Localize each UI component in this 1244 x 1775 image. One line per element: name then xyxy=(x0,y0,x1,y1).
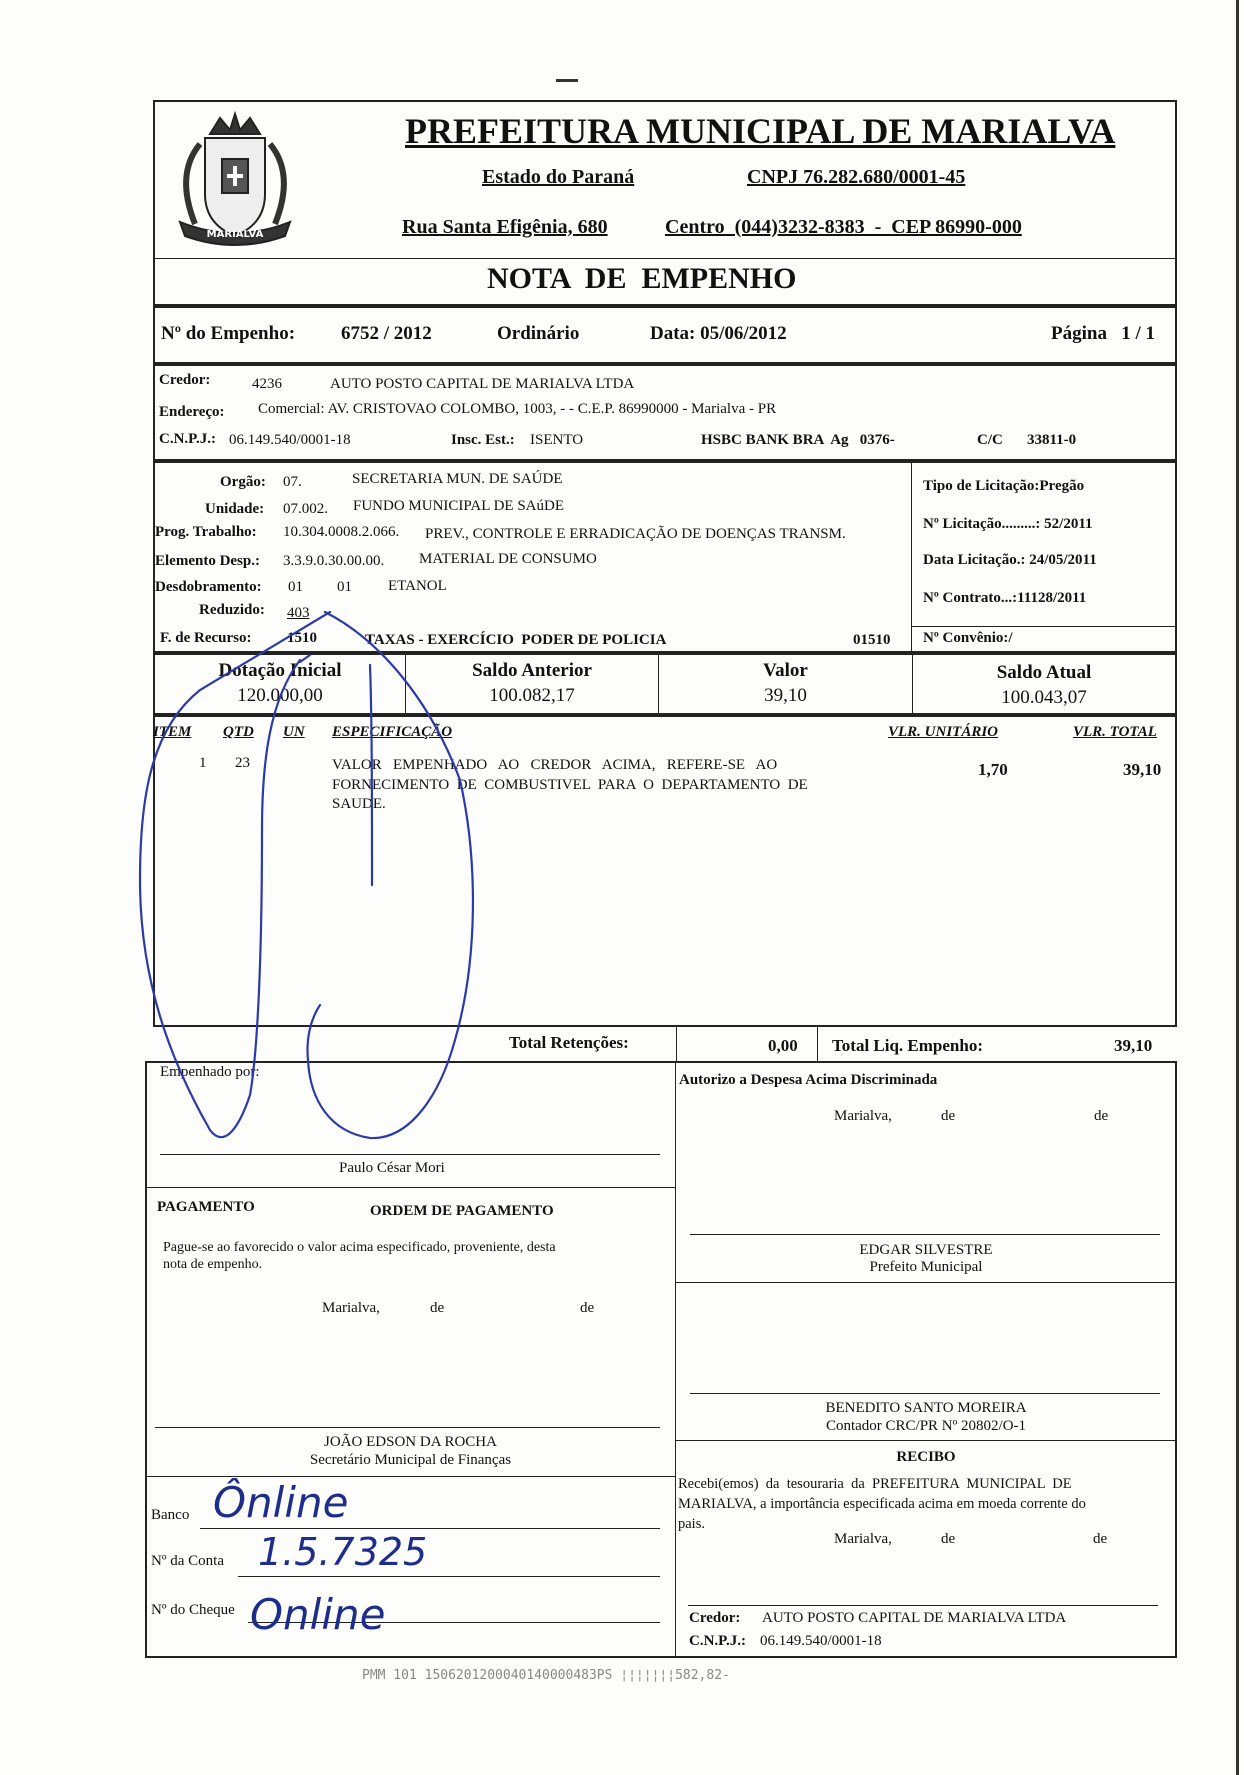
footer-code: PMM 101 1506201200040140000483PS ¦¦¦¦¦¦¦582,82- xyxy=(362,1668,730,1683)
handwritten-cheque: Online xyxy=(250,1590,386,1639)
row-spec-line3: SAUDE. xyxy=(332,796,386,812)
autorizo-label: Autorizo a Despesa Acima Discriminada xyxy=(679,1072,938,1088)
prefeito-name: EDGAR SILVESTRE xyxy=(859,1242,993,1258)
banco-label: Banco xyxy=(151,1507,190,1523)
pagamento-label: PAGAMENTO xyxy=(157,1199,255,1215)
recibo-credor-name: AUTO POSTO CAPITAL DE MARIALVA LTDA xyxy=(762,1610,1067,1626)
row-qtd: 23 xyxy=(235,755,250,771)
handwritten-conta: 1.5.7325 xyxy=(258,1530,428,1574)
empenho-label: Nº do Empenho: xyxy=(161,323,296,344)
recibo-text-line2: MARIALVA, a importância especificada acima em moeda corrente do xyxy=(678,1496,1086,1512)
credor-cnpj-label: C.N.P.J.: xyxy=(159,431,216,447)
recibo-title: RECIBO xyxy=(896,1449,956,1465)
credor-address: Comercial: AV. CRISTOVAO COLOMBO, 1003, - - C.E.P. 86990000 - Marialva - PR xyxy=(258,401,777,417)
recibo-de2: de xyxy=(1093,1531,1108,1547)
valor-value: 39,10 xyxy=(764,685,807,706)
pagamento-text-line1: Pague-se ao favorecido o valor acima especificado, proveniente, desta xyxy=(163,1240,556,1255)
licitacao-tipo: Tipo de Licitação:Pregão xyxy=(923,478,1085,494)
col-unit: VLR. UNITÁRIO xyxy=(888,724,999,740)
header-contact: Centro (044)3232-8383 - CEP 86990-000 xyxy=(665,216,1022,238)
empenhado-name: Paulo César Mori xyxy=(339,1160,445,1176)
autorizo-de2: de xyxy=(1094,1108,1109,1124)
col-un: UN xyxy=(283,724,305,740)
credor-code: 4236 xyxy=(252,376,282,392)
recibo-text-line1: Recebi(emos) da tesouraria da PREFEITURA MUNICIPAL DE xyxy=(678,1476,1072,1492)
svg-text:MARIALVA: MARIALVA xyxy=(206,229,264,240)
retencoes-label: Total Retenções: xyxy=(509,1033,629,1052)
recibo-city: Marialva, xyxy=(834,1531,892,1547)
licitacao-numero: Nº Licitação.........: 52/2011 xyxy=(923,516,1093,532)
liquido-value: 39,10 xyxy=(1114,1036,1153,1055)
unidade-name: FUNDO MUNICIPAL DE SAúDE xyxy=(353,498,564,514)
row-spec-line1: VALOR EMPENHADO AO CREDOR ACIMA, REFERE-SE AO xyxy=(332,757,778,773)
recurso-code: 1510 xyxy=(287,630,317,646)
handwritten-banco: Ônline xyxy=(213,1478,349,1527)
unidade-code: 07.002. xyxy=(283,501,328,517)
desdob-code2: 01 xyxy=(337,579,352,595)
elemento-label: Elemento Desp.: xyxy=(155,553,260,569)
header-cnpj: CNPJ 76.282.680/0001-45 xyxy=(747,166,966,188)
credor-name: AUTO POSTO CAPITAL DE MARIALVA LTDA xyxy=(330,376,635,392)
prog-code: 10.304.0008.2.066. xyxy=(283,524,400,540)
page-number: Página 1 / 1 xyxy=(1051,323,1155,344)
col-total: VLR. TOTAL xyxy=(1073,724,1157,740)
doc-title: NOTA DE EMPENHO xyxy=(487,262,797,295)
contador-title: Contador CRC/PR Nº 20802/O-1 xyxy=(825,1418,1027,1434)
dotacao-value: 120.000,00 xyxy=(237,685,323,706)
recibo-de1: de xyxy=(941,1531,956,1547)
credor-label: Credor: xyxy=(159,372,211,388)
desdob-code1: 01 xyxy=(288,579,303,595)
col-item: ITEM xyxy=(153,724,192,740)
cc-value: 33811-0 xyxy=(1027,432,1077,448)
recibo-credor-label: Credor: xyxy=(689,1610,741,1626)
cc-label: C/C xyxy=(977,432,1003,448)
reduzido-label: Reduzido: xyxy=(199,602,265,618)
recurso-name: TAXAS - EXERCÍCIO PODER DE POLICIA xyxy=(365,632,667,648)
row-spec-line2: FORNECIMENTO DE COMBUSTIVEL PARA O DEPARTAMENTO DE xyxy=(332,777,808,793)
insc-label: Insc. Est.: xyxy=(451,432,515,448)
pagamento-text-line2: nota de empenho. xyxy=(163,1257,263,1272)
secretario-title: Secretário Municipal de Finanças xyxy=(309,1452,512,1468)
recurso-label: F. de Recurso: xyxy=(160,630,252,646)
unidade-label: Unidade: xyxy=(205,501,265,517)
row-item: 1 xyxy=(199,755,207,771)
empenho-type: Ordinário xyxy=(497,323,580,344)
insc-value: ISENTO xyxy=(530,432,584,448)
valor-label: Valor xyxy=(763,660,808,681)
orgao-label: Orgão: xyxy=(220,474,266,490)
header-state: Estado do Paraná xyxy=(482,166,635,188)
prefeito-title: Prefeito Municipal xyxy=(869,1259,983,1275)
recibo-cnpj: 06.149.540/0001-18 xyxy=(760,1633,882,1649)
licitacao-contrato: Nº Contrato...:11128/2011 xyxy=(923,590,1087,606)
licitacao-data: Data Licitação.: 24/05/2011 xyxy=(923,552,1097,568)
pagamento-city: Marialva, xyxy=(322,1300,380,1316)
pagamento-de2: de xyxy=(580,1300,595,1316)
prog-name: PREV., CONTROLE E ERRADICAÇÃO DE DOENÇAS TRANSM. xyxy=(425,526,846,542)
header-title: PREFEITURA MUNICIPAL DE MARIALVA xyxy=(405,111,1116,151)
autorizo-de1: de xyxy=(941,1108,956,1124)
desdob-name: ETANOL xyxy=(388,578,447,594)
ordem-label: ORDEM DE PAGAMENTO xyxy=(370,1203,554,1219)
credor-cnpj: 06.149.540/0001-18 xyxy=(229,432,351,448)
recibo-text-line3: pais. xyxy=(678,1516,705,1532)
row-total-value: 39,10 xyxy=(1123,760,1162,779)
row-unit-value: 1,70 xyxy=(978,760,1008,779)
licitacao-convenio: Nº Convênio:/ xyxy=(923,630,1013,646)
dotacao-label: Dotação Inicial xyxy=(218,660,342,681)
header-address: Rua Santa Efigênia, 680 xyxy=(402,216,608,238)
col-spec: ESPECIFICAÇÃO xyxy=(332,724,453,740)
reduzido-value: 403 xyxy=(287,605,310,621)
conta-label: Nº da Conta xyxy=(151,1553,224,1569)
recurso-number: 01510 xyxy=(853,632,891,648)
cheque-label: Nº do Cheque xyxy=(151,1602,235,1618)
orgao-code: 07. xyxy=(283,474,302,490)
saldo-anterior-label: Saldo Anterior xyxy=(472,660,592,681)
empenho-number: 6752 / 2012 xyxy=(341,323,432,344)
empenho-date: Data: 05/06/2012 xyxy=(650,323,787,344)
autorizo-city: Marialva, xyxy=(834,1108,892,1124)
bank-info: HSBC BANK BRA Ag 0376- xyxy=(701,432,895,448)
desdob-label: Desdobramento: xyxy=(155,579,262,595)
saldo-atual-label: Saldo Atual xyxy=(996,662,1092,683)
endereco-label: Endereço: xyxy=(159,404,225,420)
contador-name: BENEDITO SANTO MOREIRA xyxy=(825,1400,1027,1416)
prog-label: Prog. Trabalho: xyxy=(155,524,257,540)
saldo-atual-value: 100.043,07 xyxy=(1001,687,1087,708)
pagamento-de1: de xyxy=(430,1300,445,1316)
recibo-cnpj-label: C.N.P.J.: xyxy=(689,1633,746,1649)
empenhado-label: Empenhado por: xyxy=(160,1064,260,1080)
orgao-name: SECRETARIA MUN. DE SAÚDE xyxy=(352,471,563,487)
elemento-name: MATERIAL DE CONSUMO xyxy=(419,551,597,567)
saldo-anterior-value: 100.082,17 xyxy=(489,685,575,706)
liquido-label: Total Liq. Empenho: xyxy=(832,1036,983,1055)
elemento-code: 3.3.9.0.30.00.00. xyxy=(283,553,385,569)
col-qtd: QTD xyxy=(223,724,254,740)
secretario-name: JOÃO EDSON DA ROCHA xyxy=(324,1434,497,1450)
retencoes-value: 0,00 xyxy=(768,1036,798,1055)
